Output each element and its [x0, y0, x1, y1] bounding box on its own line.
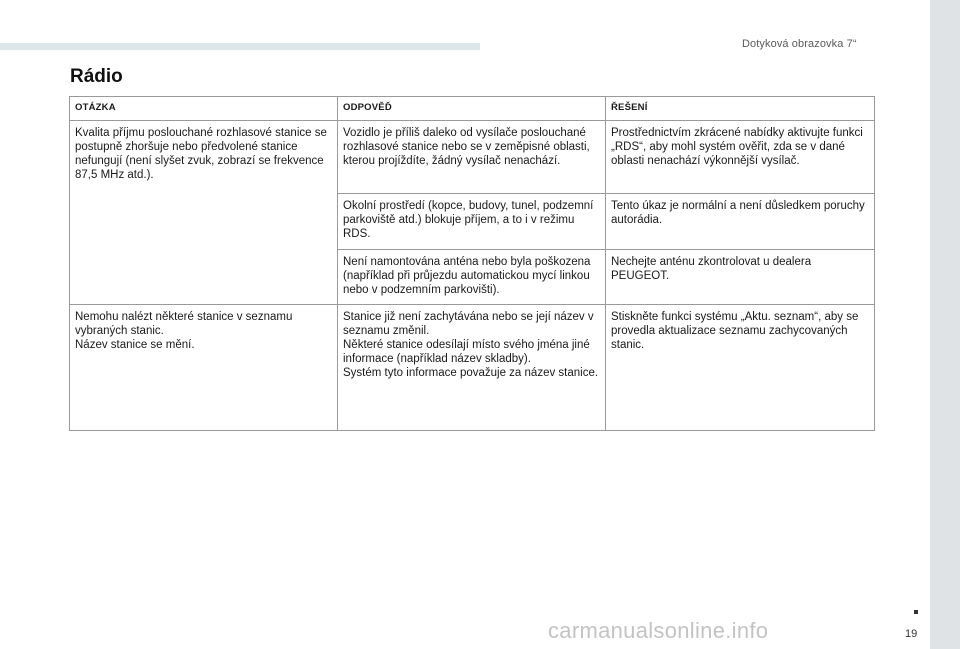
column-header-answer: ODPOVĚĎ: [338, 97, 606, 121]
solution-cell: Tento úkaz je normální a není důsledkem poruchy autorádia.: [606, 194, 875, 250]
table-row: [70, 121, 875, 194]
table-header-row: [70, 97, 875, 121]
page-marker: [914, 610, 918, 614]
answer-cell: Stanice již není zachytávána nebo se její název v seznamu změnil. Některé stanice odesílají místo svého jména jiné informace (například název skladby). Systém tyto informace považuje za název stanice.: [338, 305, 606, 431]
answer-cell: Okolní prostředí (kopce, budovy, tunel, podzemní parkoviště atd.) blokuje příjem, a to i v režimu RDS.: [338, 194, 606, 250]
page-number: 19: [905, 628, 918, 640]
header-rule: [0, 43, 480, 50]
troubleshooting-table: [69, 96, 875, 431]
solution-cell: Stiskněte funkci systému „Aktu. seznam“, aby se provedla aktualizace seznamu zachycovaných stanic.: [606, 305, 875, 431]
page-title: Rádio: [70, 66, 123, 87]
table-row: [70, 305, 875, 431]
section-header-title: Dotyková obrazovka 7“: [742, 38, 857, 50]
watermark: carmanualsonline.info: [548, 618, 769, 643]
question-cell: Kvalita příjmu poslouchané rozhlasové stanice se postupně zhoršuje nebo předvolené stanice nefungují (není slyšet zvuk, zobrazí se frekvence 87,5 MHz atd.).: [70, 121, 338, 305]
question-cell: Nemohu nalézt některé stanice v seznamu vybraných stanic. Název stanice se mění.: [70, 305, 338, 431]
solution-cell: Nechejte anténu zkontrolovat u dealera PEUGEOT.: [606, 250, 875, 305]
column-header-question: OTÁZKA: [70, 97, 338, 121]
answer-cell: Vozidlo je příliš daleko od vysílače poslouchané rozhlasové stanice nebo se v zeměpisné oblasti, kterou projíždíte, žádný vysílač nenachází.: [338, 121, 606, 194]
side-margin-strip: [930, 0, 960, 649]
answer-cell: Není namontována anténa nebo byla poškozena (například při průjezdu automatickou mycí linkou nebo v podzemním parkovišti).: [338, 250, 606, 305]
solution-cell: Prostřednictvím zkrácené nabídky aktivujte funkci „RDS“, aby mohl systém ověřit, zda se v dané oblasti nenachází výkonnější vysílač.: [606, 121, 875, 194]
column-header-solution: ŘEŠENÍ: [606, 97, 875, 121]
